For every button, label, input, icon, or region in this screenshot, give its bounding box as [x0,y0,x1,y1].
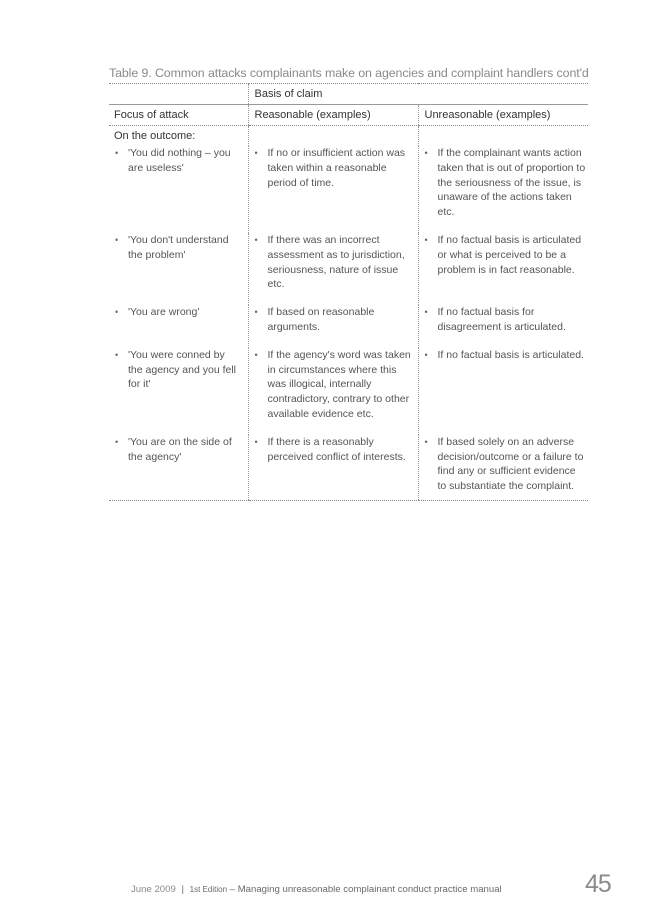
focus-cell: 'You are wrong' [128,306,200,319]
basis-of-claim-header: Basis of claim [248,84,588,105]
page-footer [131,884,502,895]
bullet-icon: • [254,148,258,158]
column-header-row [109,105,588,126]
column-header-reasonable: Reasonable (examples) [248,105,418,126]
basis-header-row [109,84,588,105]
bullet-icon: • [254,307,258,318]
bullet-icon: • [115,307,119,318]
bullet-icon: • [115,148,119,158]
table-row [109,146,588,233]
bullet-icon: • [254,234,258,245]
bullet-icon: • [115,234,119,245]
column-header-focus: Focus of attack [109,105,248,126]
basis-header-spacer [109,84,248,105]
focus-cell: 'You are on the side of the agency' [128,435,232,463]
table-caption: Table 9. Common attacks complainants make on agencies and complaint handlers cont'd [109,66,589,80]
table-row [109,348,588,435]
bullet-icon: • [424,436,428,447]
attacks-table [109,83,588,501]
bullet-icon: • [115,349,119,360]
footer-date: June 2009 [131,884,176,895]
focus-cell: 'You don't understand the problem' [128,233,229,261]
footer-edition: 1st Edition [189,885,228,894]
bullet-icon: • [424,349,428,360]
table-row [109,233,588,305]
bullet-icon: • [254,436,258,447]
bullet-icon: • [115,436,119,447]
footer-title: – Managing unreasonable complainant conduct practice manual [229,884,502,895]
bullet-icon: • [424,148,428,158]
reasonable-cell: If there was an incorrect assessment as to jurisdiction, seriousness, nature of issue etc. [267,233,405,291]
footer-separator: | [181,884,184,895]
unreasonable-cell: If the complainant wants action taken that is out of proportion to the seriousness of the issue, is unaware of the actions taken etc. [437,147,586,219]
section-spacer [418,126,588,147]
reasonable-cell: If the agency's word was taken in circumstances where this was illogical, internally contradictory, contrary to other available evidence etc. [267,348,411,420]
section-row [109,126,588,147]
focus-cell: 'You were conned by the agency and you fell for it' [128,348,236,391]
reasonable-cell: If there is a reasonably perceived conflict of interests. [267,435,406,463]
table-row [109,435,588,501]
page-number: 45 [585,870,611,898]
column-header-unreasonable: Unreasonable (examples) [418,105,588,126]
bullet-icon: • [254,349,258,360]
bullet-icon: • [424,234,428,245]
reasonable-cell: If no or insufficient action was taken within a reasonable period of time. [267,147,406,189]
bullet-icon: • [424,307,428,318]
section-label: On the outcome: [114,130,196,142]
reasonable-cell: If based on reasonable arguments. [267,306,375,333]
unreasonable-cell: If no factual basis for disagreement is articulated. [437,306,566,333]
unreasonable-cell: If no factual basis is articulated or what is perceived to be a problem is in fact reasonable. [437,233,582,276]
unreasonable-cell: If based solely on an adverse decision/outcome or a failure to find any or sufficient evidence to substantiate the complaint. [437,435,584,493]
unreasonable-cell: If no factual basis is articulated. [437,348,584,361]
section-spacer [248,126,418,147]
focus-cell: 'You did nothing – you are useless' [128,147,231,174]
table-row [109,305,588,348]
